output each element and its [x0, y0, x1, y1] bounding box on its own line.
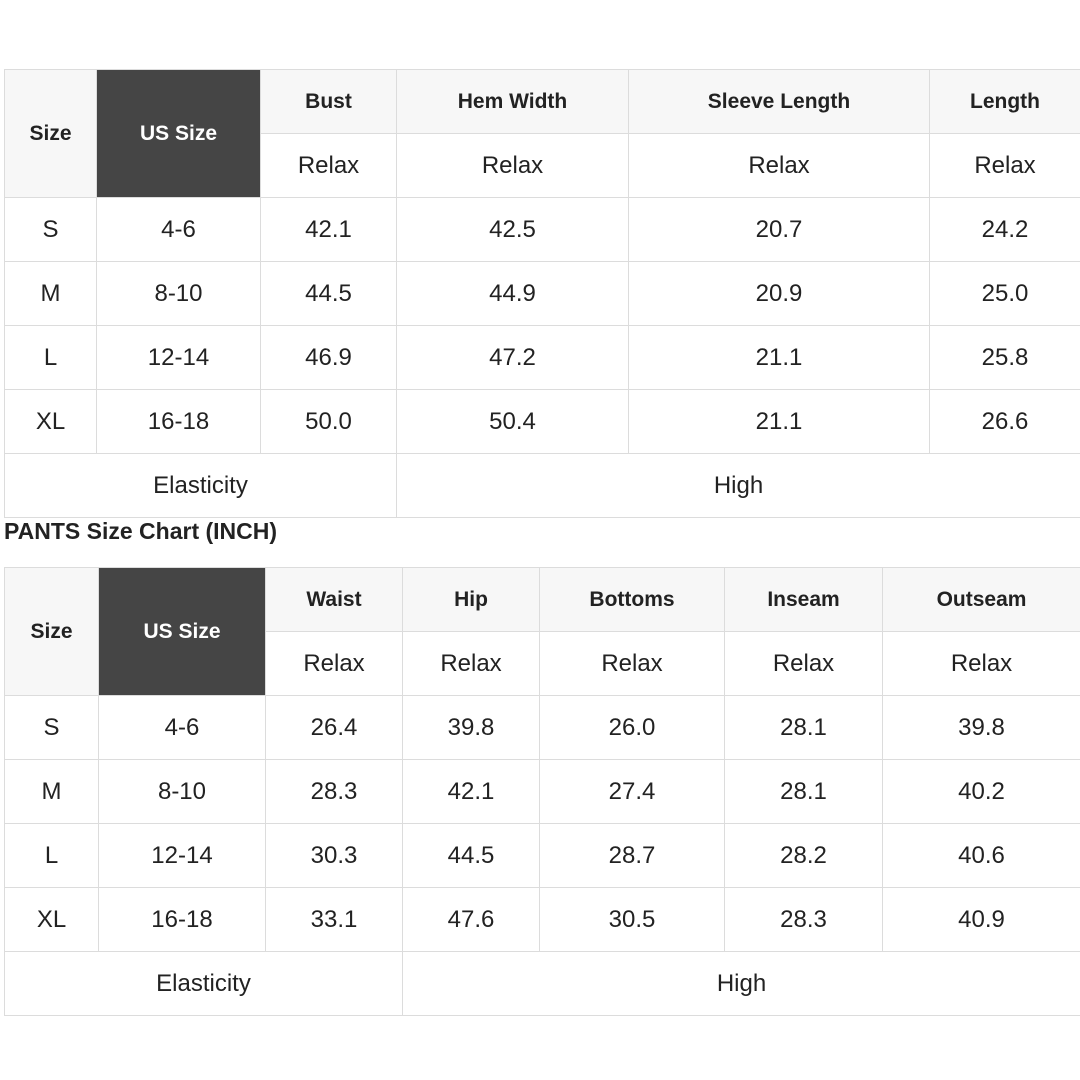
fit-label: Relax [883, 632, 1080, 696]
size-header: Size [5, 568, 99, 696]
value-cell: 42.1 [403, 760, 540, 824]
us-size-cell: 4-6 [97, 198, 261, 262]
table-row [5, 198, 1080, 262]
value-cell: 24.2 [930, 198, 1080, 262]
size-cell: L [5, 326, 97, 390]
fit-label: Relax [403, 632, 540, 696]
table-row [5, 326, 1080, 390]
elasticity-row [5, 454, 1080, 518]
outseam-header: Outseam [883, 568, 1080, 632]
value-cell: 44.9 [397, 262, 629, 326]
size-cell: S [5, 696, 99, 760]
us-size-cell: 12-14 [99, 824, 266, 888]
us-size-header: US Size [99, 568, 266, 696]
value-cell: 47.6 [403, 888, 540, 952]
value-cell: 30.3 [266, 824, 403, 888]
value-cell: 44.5 [403, 824, 540, 888]
value-cell: 39.8 [883, 696, 1080, 760]
fit-label: Relax [725, 632, 883, 696]
fit-label: Relax [930, 134, 1080, 198]
value-cell: 26.4 [266, 696, 403, 760]
table-row [5, 888, 1080, 952]
table-row [5, 262, 1080, 326]
fit-label: Relax [261, 134, 397, 198]
size-cell: S [5, 198, 97, 262]
length-header: Length [930, 70, 1080, 134]
size-cell: XL [5, 390, 97, 454]
value-cell: 40.6 [883, 824, 1080, 888]
elasticity-label: Elasticity [5, 454, 397, 518]
us-size-cell: 16-18 [97, 390, 261, 454]
us-size-cell: 16-18 [99, 888, 266, 952]
value-cell: 40.2 [883, 760, 1080, 824]
header-row [5, 70, 1080, 134]
bust-header: Bust [261, 70, 397, 134]
table-row [5, 760, 1080, 824]
value-cell: 20.9 [629, 262, 930, 326]
elasticity-value: High [403, 952, 1080, 1016]
header-row [5, 568, 1080, 632]
size-cell: M [5, 760, 99, 824]
value-cell: 42.5 [397, 198, 629, 262]
value-cell: 40.9 [883, 888, 1080, 952]
value-cell: 30.5 [540, 888, 725, 952]
value-cell: 42.1 [261, 198, 397, 262]
table-row [5, 824, 1080, 888]
inseam-header: Inseam [725, 568, 883, 632]
value-cell: 20.7 [629, 198, 930, 262]
fit-label: Relax [540, 632, 725, 696]
size-header: Size [5, 70, 97, 198]
value-cell: 50.0 [261, 390, 397, 454]
us-size-cell: 8-10 [97, 262, 261, 326]
value-cell: 46.9 [261, 326, 397, 390]
elasticity-row [5, 952, 1080, 1016]
elasticity-value: High [397, 454, 1080, 518]
value-cell: 25.0 [930, 262, 1080, 326]
fit-label: Relax [397, 134, 629, 198]
value-cell: 50.4 [397, 390, 629, 454]
value-cell: 27.4 [540, 760, 725, 824]
us-size-cell: 4-6 [99, 696, 266, 760]
value-cell: 44.5 [261, 262, 397, 326]
table-row [5, 696, 1080, 760]
size-cell: XL [5, 888, 99, 952]
elasticity-label: Elasticity [5, 952, 403, 1016]
hip-header: Hip [403, 568, 540, 632]
value-cell: 28.1 [725, 696, 883, 760]
value-cell: 25.8 [930, 326, 1080, 390]
size-cell: L [5, 824, 99, 888]
value-cell: 28.3 [266, 760, 403, 824]
value-cell: 21.1 [629, 390, 930, 454]
fit-label: Relax [629, 134, 930, 198]
pants-chart-title: PANTS Size Chart (INCH) [4, 518, 278, 544]
us-size-cell: 8-10 [99, 760, 266, 824]
waist-header: Waist [266, 568, 403, 632]
size-cell: M [5, 262, 97, 326]
table-row [5, 390, 1080, 454]
sleeve-length-header: Sleeve Length [629, 70, 930, 134]
bottoms-header: Bottoms [540, 568, 725, 632]
value-cell: 33.1 [266, 888, 403, 952]
us-size-cell: 12-14 [97, 326, 261, 390]
value-cell: 26.0 [540, 696, 725, 760]
value-cell: 39.8 [403, 696, 540, 760]
top-size-chart-table [4, 69, 1080, 518]
pants-size-chart-table [4, 567, 1080, 1016]
value-cell: 47.2 [397, 326, 629, 390]
value-cell: 28.2 [725, 824, 883, 888]
value-cell: 28.7 [540, 824, 725, 888]
us-size-header: US Size [97, 70, 261, 198]
value-cell: 26.6 [930, 390, 1080, 454]
value-cell: 28.1 [725, 760, 883, 824]
hem-width-header: Hem Width [397, 70, 629, 134]
value-cell: 21.1 [629, 326, 930, 390]
fit-label: Relax [266, 632, 403, 696]
value-cell: 28.3 [725, 888, 883, 952]
